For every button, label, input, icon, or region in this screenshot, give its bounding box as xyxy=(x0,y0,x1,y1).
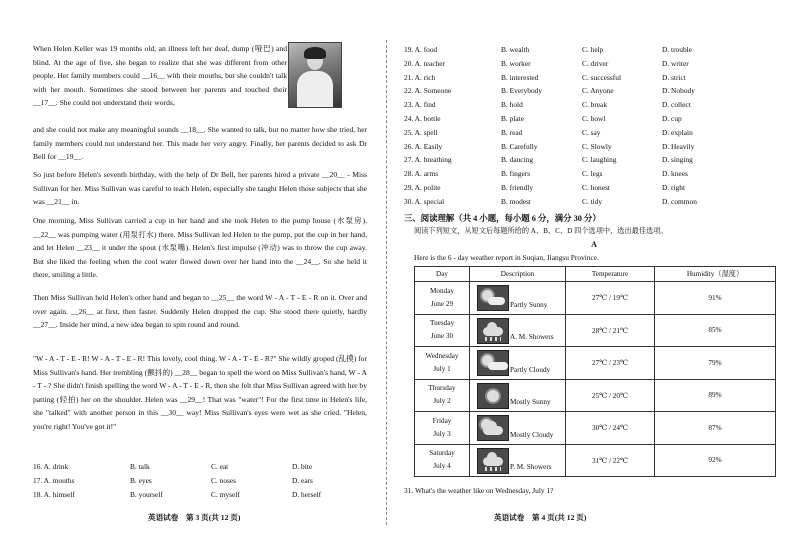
option: D. trouble xyxy=(662,45,692,54)
section-heading: 三、阅读理解（共 4 小题，每小题 6 分，满分 30 分） xyxy=(404,214,601,223)
option: D. cup xyxy=(662,113,682,123)
day-name: Tuesday xyxy=(429,319,455,328)
paragraph-5: "W - A - T - E - R! W - A - T - E - R! This lovely, cool thing. W - A - T - E - R?" She wildly groped (乱摸) for Miss Sullivan's hand. Her trembling (颤抖的) __28__ began to spell the word on Miss Sullivan's hand, W - A - T - ? She didn't finish spelling the word W - A - T - E - R, then she felt that Miss Sullivan agreed with her by patting (轻拍) her on the shoulder. Helen was __29__! That was "water"! For the first time in Helen's life, she "talked" with another person in this __30__ way! Miss Sullivan's eyes were wet as she cried. "Helen, you're right! You've got it!" xyxy=(33,354,367,431)
option: D. strict xyxy=(662,72,686,82)
option: B. eyes xyxy=(130,476,152,485)
day-cell xyxy=(415,282,470,315)
day-date: June 29 xyxy=(430,299,454,308)
options-19-30 xyxy=(404,43,742,209)
temperature-cell: 28℃ / 21℃ xyxy=(566,314,655,347)
option: 23. A. find xyxy=(404,100,436,110)
temperature-cell: 27℃ / 23℃ xyxy=(566,347,655,380)
option: D. collect xyxy=(662,100,691,110)
option: 20. A. teacher xyxy=(404,58,446,68)
option: D. writer xyxy=(662,58,689,68)
option: B. plate xyxy=(501,113,524,123)
option: 18. A. himself xyxy=(33,490,75,499)
option-row xyxy=(404,140,742,154)
humidity-cell: 87% xyxy=(655,412,776,445)
option: C. say xyxy=(582,127,601,137)
description-cell xyxy=(470,347,566,380)
option: B. friendly xyxy=(501,182,534,192)
page-footer-3: 英语试卷 第 3 页(共 12 页) xyxy=(148,513,241,522)
option-row xyxy=(404,112,742,126)
option: B. Everybody xyxy=(501,86,543,96)
table-header-row xyxy=(415,267,776,282)
column-header: Temperature xyxy=(566,267,655,282)
option: B. fingers xyxy=(501,169,531,179)
question-31: 31. What's the weather like on Wednesday, July 1? xyxy=(404,486,554,495)
option: 21. A. rich xyxy=(404,72,436,82)
option: B. dancing xyxy=(501,155,534,165)
temperature-cell: 30℃ / 24℃ xyxy=(566,412,655,445)
partly-cloudy-icon xyxy=(477,350,509,376)
table-row xyxy=(415,412,776,445)
day-name: Thursday xyxy=(428,384,456,393)
day-date: July 4 xyxy=(433,462,451,471)
temperature-cell: 25℃ / 20℃ xyxy=(566,379,655,412)
paragraph-2: So just before Helen's seventh birthday, with the help of Dr Bell, her parents hired a private __20__ - Miss Sullivan for her. Miss Sullivan was careful to teach Helen, especially she taught Helen those subjects that she was __21__ in. xyxy=(33,170,367,206)
description-cell xyxy=(470,444,566,477)
column-header: Humidity（湿度） xyxy=(655,267,776,282)
option-row-16 xyxy=(33,460,373,474)
option: C. eat xyxy=(211,462,229,471)
weather-description: Mostly Sunny xyxy=(510,398,551,406)
option: C. break xyxy=(582,100,608,110)
option-row-18 xyxy=(33,488,373,502)
humidity-cell: 89% xyxy=(655,379,776,412)
option: B. talk xyxy=(130,462,150,471)
sunny-icon xyxy=(477,383,509,409)
day-date: July 3 xyxy=(433,429,451,438)
option: 17. A. mouths xyxy=(33,476,75,485)
table-row xyxy=(415,314,776,347)
option: D. knees xyxy=(662,169,688,179)
option: 16. A. drink xyxy=(33,462,69,471)
day-date: July 2 xyxy=(433,397,451,406)
table-row xyxy=(415,347,776,380)
option: C. help xyxy=(582,45,604,54)
option: C. Anyone xyxy=(582,86,614,96)
option: 27. A. breathing xyxy=(404,155,452,165)
option: C. successful xyxy=(582,72,621,82)
day-cell xyxy=(415,379,470,412)
option-row xyxy=(404,181,742,195)
temperature-cell: 27℃ / 19℃ xyxy=(566,282,655,315)
paragraph-3: One morning, Miss Sullivan carried a cup in her hand and she took Helen to the pump house (水泵房). __22__ was pumping water (用泵打水) there. Miss Sullivan led Helen to the pump, put the cup in her hand, and let Helen __23__ it under the spout (水泵嘴). Helen's first impulse (冲动) was to throw the cup away. But she liked the feeling when the cool water flowed down over her hand into the __24__. So she held it there, smiling a little. xyxy=(33,216,367,279)
day-cell xyxy=(415,412,470,445)
humidity-cell: 91% xyxy=(655,282,776,315)
paragraph-1: When Helen Keller was 19 months old, an illness left her deaf, dump (哑巴) and blind. At the age of five, she began to realize that she was different from other people. Her family members could __16__ with their mouths, but she couldn't talk with her mouth. Sometimes she stood between her parents and touched their __17__. She could not understand their words, xyxy=(33,44,287,107)
option-row xyxy=(404,57,742,71)
option-row xyxy=(404,98,742,112)
page-footer-4: 英语试卷 第 4 页(共 12 页) xyxy=(494,513,587,522)
option-row xyxy=(404,167,742,181)
option: 30. A. special xyxy=(404,196,445,206)
option: C. Slowly xyxy=(582,141,612,151)
day-date: July 1 xyxy=(433,364,451,373)
option-row-17 xyxy=(33,474,373,488)
option: 24. A. bottle xyxy=(404,113,441,123)
option: D. herself xyxy=(292,490,322,499)
description-cell xyxy=(470,314,566,347)
showers-icon xyxy=(477,318,509,344)
option-row xyxy=(404,84,742,98)
option: C. noses xyxy=(211,476,237,485)
column-header: Description xyxy=(470,267,566,282)
option: B. read xyxy=(501,127,523,137)
weather-description: Partly Sunny xyxy=(510,300,548,309)
option-row xyxy=(404,71,742,85)
day-name: Wednesday xyxy=(425,351,459,360)
page-divider xyxy=(386,40,387,525)
option: D. singing xyxy=(662,155,693,165)
table-row xyxy=(415,282,776,315)
option: 26. A. Easily xyxy=(404,141,443,151)
description-cell xyxy=(470,282,566,315)
option: C. legs xyxy=(582,169,603,179)
option: 19. A. food xyxy=(404,45,438,54)
day-name: Monday xyxy=(430,286,454,295)
helen-keller-photo xyxy=(288,42,342,108)
humidity-cell: 79% xyxy=(655,347,776,380)
weather-description: Mostly Cloudy xyxy=(510,430,554,439)
paragraph-1-continued: and she could not make any meaningful sounds __18__. She wanted to talk, but no matter how she tried, her family members could not understand her. This made her very angry. Finally, her parents decided to ask Dr Bell for __19__. xyxy=(33,125,367,161)
partly-sunny-icon xyxy=(477,285,509,311)
weather-description: P. M. Showers xyxy=(510,463,552,471)
option-row xyxy=(404,43,742,57)
description-cell xyxy=(470,379,566,412)
option: C. laughing xyxy=(582,155,617,165)
option: D. bite xyxy=(292,462,313,471)
table-row xyxy=(415,444,776,477)
option: 28. A. arms xyxy=(404,169,439,179)
option: D. Heavily xyxy=(662,141,695,151)
weather-description: A. M. Showers xyxy=(510,333,554,341)
option-row xyxy=(404,126,742,140)
humidity-cell: 85% xyxy=(655,314,776,347)
option: C. tidy xyxy=(582,196,603,206)
option: B. interested xyxy=(501,72,539,82)
page-4 xyxy=(394,0,794,560)
day-name: Saturday xyxy=(429,449,455,458)
option: 29. A. polite xyxy=(404,182,441,192)
paragraph-4: Then Miss Sullivan held Helen's other hand and began to __25__ the word W - A - T - E - R on it. Over and over again. __26__ at first, then faster. Suddenly Helen dropped the cup. She stood there quietly, hardly __27__. Inside her mind, a new idea began to spin round and round. xyxy=(33,293,367,329)
option: D. explain xyxy=(662,127,693,137)
option: 25. A. spell xyxy=(404,127,438,137)
day-cell xyxy=(415,347,470,380)
option: C. driver xyxy=(582,58,609,68)
description-cell xyxy=(470,412,566,445)
option: D. ears xyxy=(292,476,313,485)
day-date: June 30 xyxy=(430,332,454,341)
option-row xyxy=(404,195,742,209)
page-3 xyxy=(0,0,380,560)
option: B. modest xyxy=(501,196,531,206)
cloudy-icon xyxy=(477,415,509,441)
showers-icon xyxy=(477,448,509,474)
column-header: Day xyxy=(415,267,470,282)
option: C. honest xyxy=(582,182,610,192)
day-cell xyxy=(415,314,470,347)
option: B. wealth xyxy=(501,45,530,54)
weather-description: Partly Cloudy xyxy=(510,365,551,374)
humidity-cell: 92% xyxy=(655,444,776,477)
option: D. Nobody xyxy=(662,86,695,96)
section-instruction: 阅读下列短文，从短文后每题所给的 A、B、C、D 四个选项中，选出最佳选项。 xyxy=(414,227,668,235)
option: C. bowl xyxy=(582,113,606,123)
option: C. myself xyxy=(211,490,240,499)
option-row xyxy=(404,153,742,167)
table-row xyxy=(415,379,776,412)
options-16-18 xyxy=(33,460,373,502)
day-cell xyxy=(415,444,470,477)
option: D. right xyxy=(662,182,685,192)
option: B. yourself xyxy=(130,490,163,499)
option: B. Carefully xyxy=(501,141,538,151)
option: B. hold xyxy=(501,100,523,110)
day-name: Friday xyxy=(432,416,452,425)
option: B. worker xyxy=(501,58,531,68)
passage-intro: Here is the 6 - day weather report in Suqian, Jiangsu Province. xyxy=(414,253,599,262)
option: D. common xyxy=(662,196,697,206)
temperature-cell: 31℃ / 22℃ xyxy=(566,444,655,477)
weather-table xyxy=(414,266,776,477)
option: 22. A. Someone xyxy=(404,86,452,96)
passage-label: A xyxy=(591,240,597,249)
